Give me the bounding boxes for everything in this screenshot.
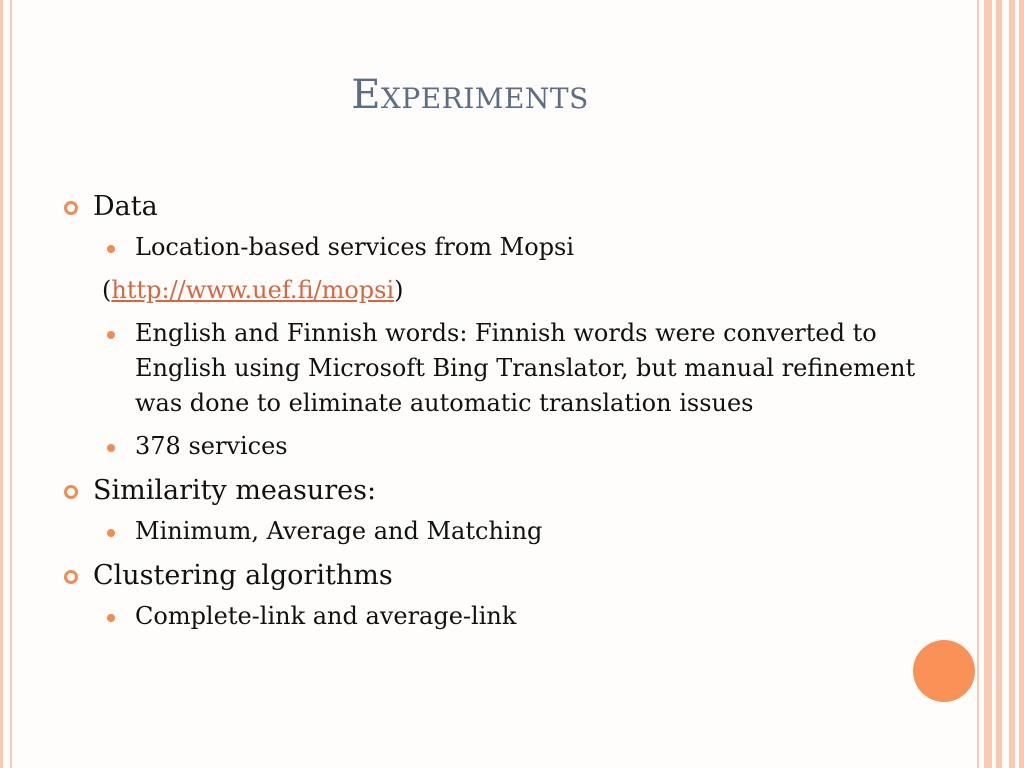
bullet-similarity [60,472,920,510]
sub-bullet [60,514,920,549]
link-line [60,273,920,308]
bullet-data [60,188,920,226]
right-border-stripe [1019,0,1024,768]
section-heading: Clustering algorithms [93,560,393,591]
right-border-stripe [977,0,979,768]
sub-bullet-text: Minimum, Average and Matching [135,517,543,545]
sub-bullet [60,429,920,464]
mopsi-link[interactable]: http://www.uef.fi/mopsi [111,276,395,304]
right-border-stripe [1009,0,1015,768]
sub-bullet-text: English and Finnish words: Finnish words were converted to English using Microsoft Bing Translator, but manual refinement was done to eliminate automatic translation issues [135,319,916,417]
sub-bullet-text: Complete-link and average-link [135,602,517,630]
sub-bullet-text: 378 services [135,432,288,460]
right-border-stripe [996,0,1002,768]
dot-bullet-icon [107,614,115,622]
dot-bullet-icon [107,331,115,339]
sub-bullet [60,316,920,421]
dot-bullet-icon [107,444,115,452]
dot-bullet-icon [107,245,115,253]
section-heading: Data [93,191,158,222]
dot-bullet-icon [107,529,115,537]
ring-bullet-icon [64,570,78,584]
sub-bullet-text: Location-based services from Mopsi [135,233,575,261]
ring-bullet-icon [64,201,78,215]
right-border-stripe [984,0,992,768]
slide-content [60,188,920,642]
ring-bullet-icon [64,485,78,499]
link-prefix: ( [102,276,112,304]
decorative-circle [913,640,975,702]
link-suffix: ) [394,276,404,304]
bullet-clustering [60,557,920,595]
slide-title: Experiments [351,72,589,118]
sub-bullet [60,599,920,634]
sub-bullet [60,230,920,265]
section-heading: Similarity measures: [93,475,377,506]
